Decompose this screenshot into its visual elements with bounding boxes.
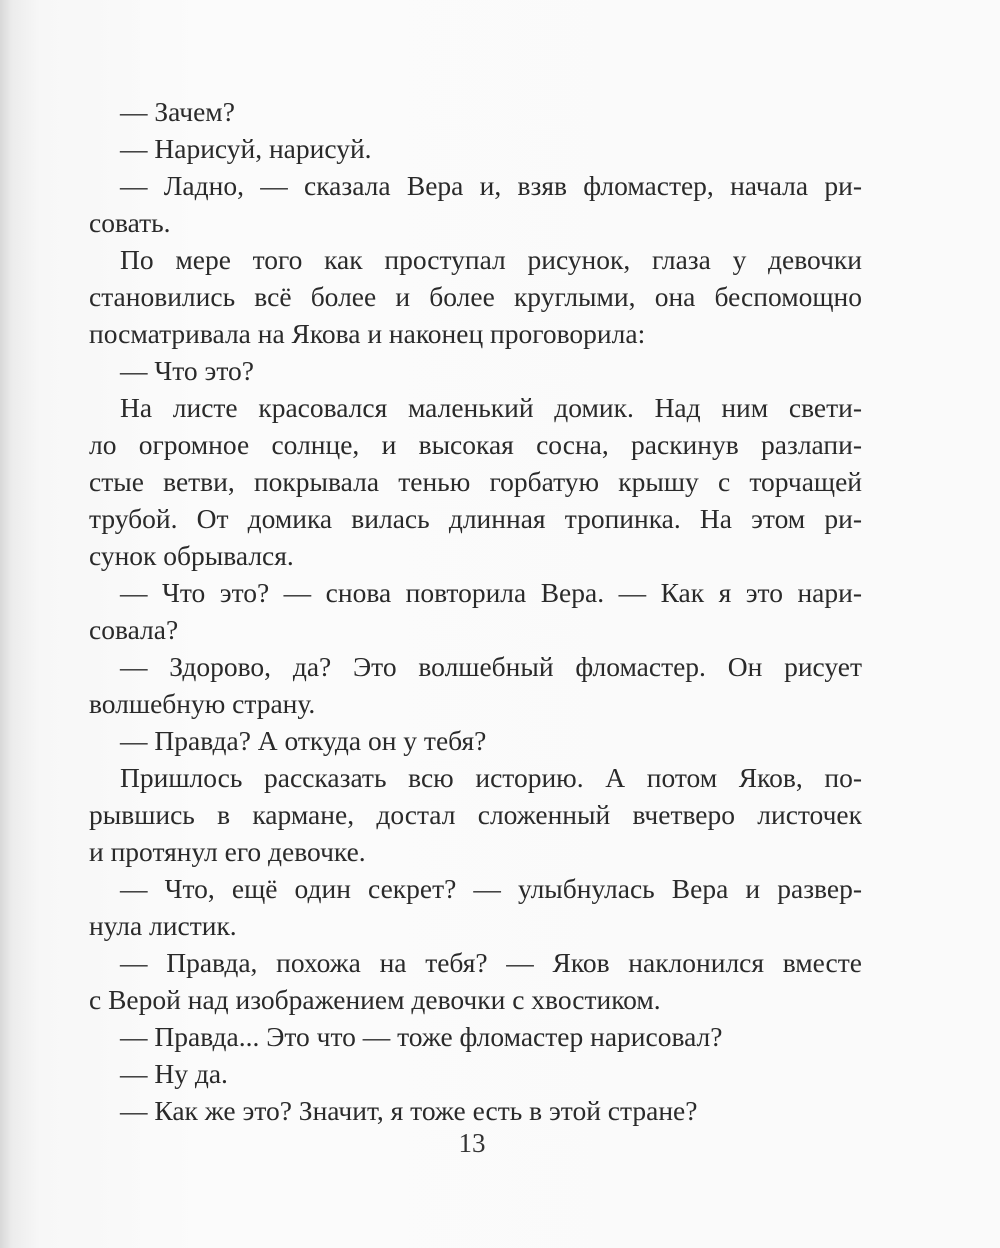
text-line: сунок обрывался.	[89, 540, 294, 571]
text-line: становились всё более и более круглыми, она беспомощно	[89, 281, 862, 312]
text-line: — Нарисуй, нарисуй.	[120, 133, 372, 164]
text-line: волшебную страну.	[89, 688, 316, 719]
text-line: — Что это? — снова повторила Вера. — Как я это нари-	[120, 577, 862, 608]
text-line: Пришлось рассказать всю историю. А потом Яков, по-	[120, 762, 862, 793]
text-line: — Зачем?	[120, 96, 235, 127]
body-text	[89, 93, 862, 1129]
text-line: На листе красовался маленький домик. Над ним свети-	[120, 392, 862, 423]
text-line: ло огромное солнце, и высокая сосна, раскинув разлапи-	[89, 429, 862, 460]
text-line: трубой. От домика вилась длинная тропинка. На этом ри-	[89, 503, 862, 534]
text-line: По мере того как проступал рисунок, глаза у девочки	[120, 244, 862, 275]
text-line: — Ну да.	[120, 1058, 228, 1089]
text-line: посматривала на Якова и наконец проговорила:	[89, 318, 646, 349]
text-line: — Как же это? Значит, я тоже есть в этой стране?	[120, 1095, 698, 1126]
text-line: — Что это?	[120, 355, 254, 386]
text-line: стые ветви, покрывала тенью горбатую крышу с торчащей	[89, 466, 862, 497]
text-line: совала?	[89, 614, 179, 645]
text-line: — Здорово, да? Это волшебный фломастер. Он рисует	[120, 651, 862, 682]
text-line: рывшись в кармане, достал сложенный вчетверо листочек	[89, 799, 862, 830]
text-line: с Верой над изображением девочки с хвостиком.	[89, 984, 661, 1015]
text-line: — Правда... Это что — тоже фломастер нарисовал?	[120, 1021, 723, 1052]
text-line: — Правда, похожа на тебя? — Яков наклонился вместе	[120, 947, 862, 978]
text-line: — Что, ещё один секрет? — улыбнулась Вера и развер-	[120, 873, 862, 904]
text-line: нула листик.	[89, 910, 237, 941]
text-line: и протянул его девочке.	[89, 836, 366, 867]
text-line: — Правда? А откуда он у тебя?	[120, 725, 487, 756]
text-line: совать.	[89, 207, 171, 238]
page-number: 13	[458, 1128, 486, 1158]
text-line: — Ладно, — сказала Вера и, взяв фломастер, начала ри-	[120, 170, 862, 201]
